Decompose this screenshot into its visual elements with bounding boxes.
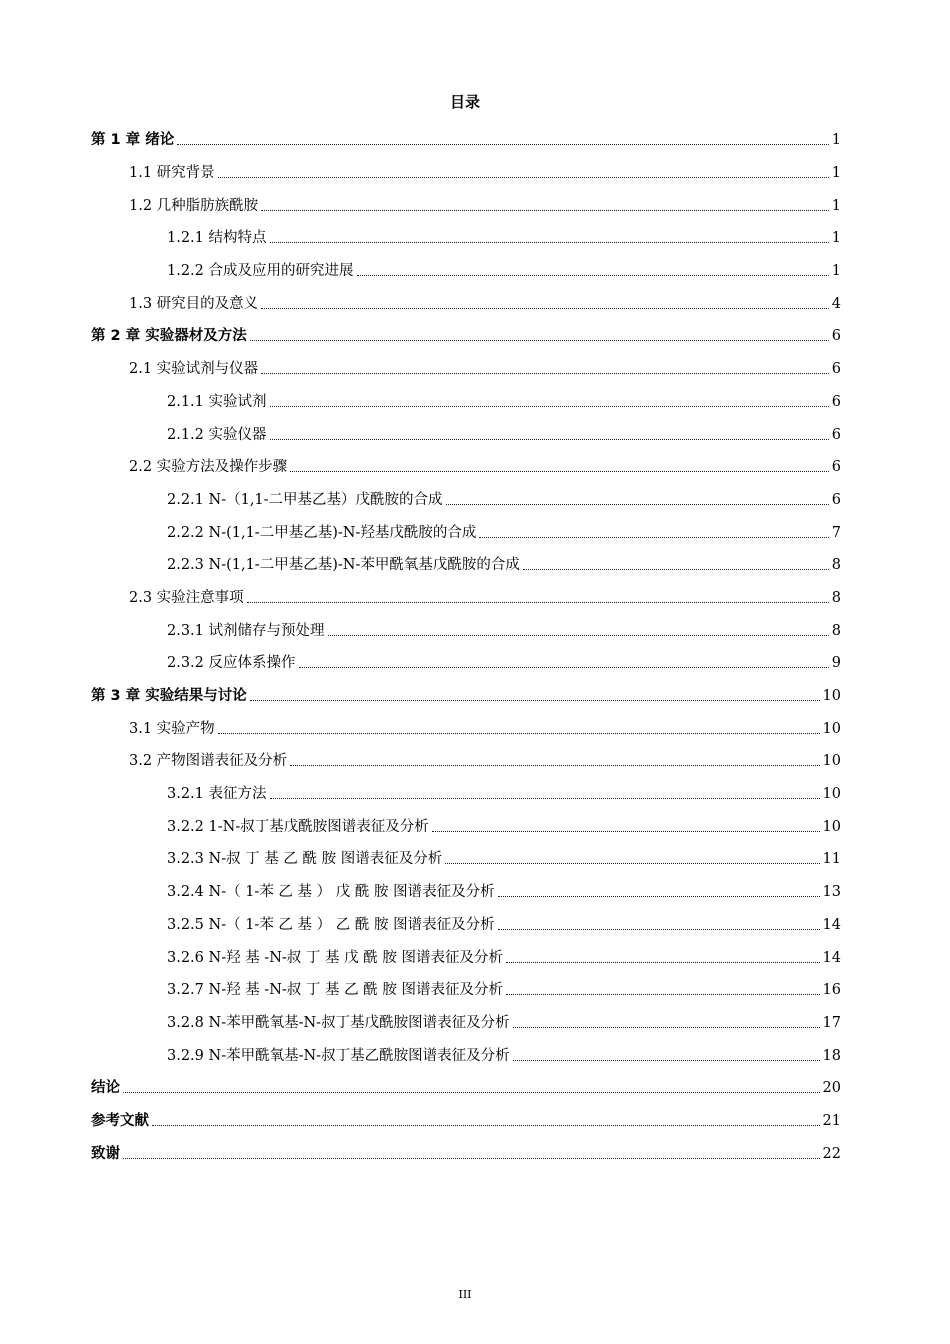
toc-entry-text: 结论 [91,1080,120,1097]
toc-entry-text: 1.1 研究背景 [129,165,215,182]
toc-dot-leader [445,862,819,864]
toc-dot-leader [261,372,829,374]
toc-dot-leader [261,307,829,309]
toc-entry-text: 1.2.1 结构特点 [167,230,267,247]
toc-entry-page-number: 16 [822,982,841,999]
toc-dot-leader [432,830,820,832]
toc-entry-level3[interactable] [91,386,841,419]
toc-entry-text: 2.2.3 N-(1,1-二甲基乙基)-N-苯甲酰氧基戊酰胺的合成 [167,557,520,574]
toc-entry-text: 2.1 实验试剂与仪器 [129,361,259,378]
toc-entry-level3[interactable] [91,778,841,811]
toc-entry-text: 3.2.3 N-叔 丁 基 乙 酰 胺 图谱表征及分析 [167,851,443,868]
toc-entry-text: 2.2 实验方法及操作步骤 [129,459,288,476]
toc-entry-level3[interactable] [91,418,841,451]
toc-dot-leader [299,666,829,668]
toc-dot-leader [218,732,820,734]
toc-entry-level3[interactable] [91,843,841,876]
toc-entry-page-number: 9 [831,655,841,672]
toc-dot-leader [498,895,820,897]
toc-entry-page-number: 14 [822,949,841,966]
toc-entry-text: 第 2 章 实验器材及方法 [91,328,247,345]
toc-dot-leader [290,470,829,472]
toc-entry-page-number: 10 [822,720,841,737]
toc-entry-text: 第 1 章 绪论 [91,132,175,149]
toc-entry-level2[interactable] [91,712,841,745]
toc-dot-leader [218,176,829,178]
toc-entry-page-number: 6 [831,393,841,410]
toc-dot-leader [250,699,820,701]
toc-entry-text: 第 3 章 实验结果与讨论 [91,688,247,705]
toc-entry-page-number: 21 [822,1112,841,1129]
toc-dot-leader [446,503,829,505]
toc-entry-level2[interactable] [91,353,841,386]
toc-entry-text: 3.2.4 N-（ 1-苯 乙 基 ） 戊 酰 胺 图谱表征及分析 [167,884,495,901]
toc-entry-text: 3.2.7 N-羟 基 -N-叔 丁 基 乙 酰 胺 图谱表征及分析 [167,982,503,999]
toc-dot-leader [290,764,819,766]
toc-entry-page-number: 8 [831,557,841,574]
toc-entry-text: 3.1 实验产物 [129,720,215,737]
toc-entry-level3[interactable] [91,909,841,942]
toc-title: 目录 [449,93,480,111]
footer-page-number: III [458,1288,472,1301]
toc-entry-text: 3.2.1 表征方法 [167,786,267,803]
toc-entry-page-number: 1 [831,165,841,182]
toc-entry-text: 3.2 产物图谱表征及分析 [129,753,288,770]
toc-entry-page-number: 10 [822,786,841,803]
toc-entry-level3[interactable] [91,1039,841,1072]
toc-entry-page-number: 6 [831,491,841,508]
toc-entry-level2[interactable] [91,189,841,222]
toc-entry-page-number: 6 [831,426,841,443]
toc-entry-level1[interactable] [91,1105,841,1138]
toc-dot-leader [270,241,829,243]
toc-entry-text: 2.2.2 N-(1,1-二甲基乙基)-N-羟基戊酰胺的合成 [167,524,477,541]
toc-dot-leader [270,797,820,799]
toc-dot-leader [250,339,829,341]
toc-dot-leader [270,438,829,440]
toc-entry-page-number: 6 [831,459,841,476]
toc-entry-text: 2.1.1 实验试剂 [167,393,267,410]
toc-entry-level1[interactable] [91,1072,841,1105]
toc-entry-text: 2.3.1 试剂储存与预处理 [167,622,325,639]
toc-dot-leader [177,143,829,145]
toc-entry-level2[interactable] [91,745,841,778]
toc-entry-level2[interactable] [91,582,841,615]
toc-entry-level3[interactable] [91,647,841,680]
toc-dot-leader [513,1059,820,1061]
toc-entry-text: 2.3.2 反应体系操作 [167,655,296,672]
toc-entry-level1[interactable] [91,320,841,353]
toc-dot-leader [123,1157,820,1159]
toc-dot-leader [357,274,829,276]
toc-entry-page-number: 6 [831,328,841,345]
toc-entry-level2[interactable] [91,157,841,190]
toc-entry-level1[interactable] [91,1137,841,1170]
toc-entry-text: 3.2.5 N-（ 1-苯 乙 基 ） 乙 酰 胺 图谱表征及分析 [167,916,495,933]
toc-entry-level3[interactable] [91,516,841,549]
toc-entry-page-number: 22 [822,1145,841,1162]
toc-entry-text: 1.2 几种脂肪族酰胺 [129,197,259,214]
toc-entry-level3[interactable] [91,222,841,255]
toc-entry-text: 参考文献 [91,1112,149,1129]
toc-entry-text: 3.2.6 N-羟 基 -N-叔 丁 基 戊 酰 胺 图谱表征及分析 [167,949,503,966]
toc-entry-text: 3.2.2 1-N-叔丁基戊酰胺图谱表征及分析 [167,818,429,835]
toc-entry-level3[interactable] [91,484,841,517]
toc-entry-level3[interactable] [91,974,841,1007]
toc-entry-text: 3.2.9 N-苯甲酰氧基-N-叔丁基乙酰胺图谱表征及分析 [167,1047,510,1064]
toc-dot-leader [261,209,829,211]
toc-dot-leader [328,634,829,636]
toc-dot-leader [498,928,820,930]
toc-entry-page-number: 1 [831,132,841,149]
toc-entry-page-number: 7 [831,524,841,541]
toc-entry-page-number: 17 [822,1014,841,1031]
toc-entry-page-number: 10 [822,753,841,770]
toc-entry-level3[interactable] [91,876,841,909]
toc-entry-level3[interactable] [91,549,841,582]
toc-dot-leader [152,1124,820,1126]
toc-entry-text: 3.2.8 N-苯甲酰氧基-N-叔丁基戊酰胺图谱表征及分析 [167,1014,510,1031]
toc-entry-text: 2.3 实验注意事项 [129,589,244,606]
toc-entry-page-number: 6 [831,361,841,378]
toc-entry-level2[interactable] [91,451,841,484]
toc-entry-level3[interactable] [91,255,841,288]
toc-dot-leader [479,536,828,538]
toc-entry-page-number: 18 [822,1047,841,1064]
toc-entry-text: 2.1.2 实验仪器 [167,426,267,443]
toc-dot-leader [523,568,829,570]
toc-entry-text: 1.3 研究目的及意义 [129,295,259,312]
toc-entry-level3[interactable] [91,941,841,974]
toc-entry-level1[interactable] [91,680,841,713]
toc-entry-text: 1.2.2 合成及应用的研究进展 [167,263,354,280]
toc-entry-page-number: 20 [822,1080,841,1097]
toc-entry-page-number: 8 [831,589,841,606]
toc-dot-leader [506,993,820,995]
toc-entry-level3[interactable] [91,810,841,843]
toc-entry-page-number: 14 [822,916,841,933]
toc-dot-leader [270,405,829,407]
toc-entry-page-number: 10 [822,688,841,705]
toc-entry-level3[interactable] [91,614,841,647]
toc-entry-text: 2.2.1 N-（1,1-二甲基乙基）戊酰胺的合成 [167,491,443,508]
toc-entry-page-number: 4 [831,295,841,312]
toc-dot-leader [247,601,829,603]
toc-entry-level1[interactable] [91,124,841,157]
toc-entry-text: 致谢 [91,1145,120,1162]
toc-entry-level2[interactable] [91,287,841,320]
toc-entry-page-number: 1 [831,197,841,214]
toc-entry-page-number: 8 [831,622,841,639]
toc-entry-page-number: 1 [831,263,841,280]
toc-entry-page-number: 13 [822,884,841,901]
toc-list [91,124,841,1170]
toc-dot-leader [513,1026,820,1028]
toc-dot-leader [506,961,820,963]
toc-dot-leader [123,1091,820,1093]
toc-entry-page-number: 1 [831,230,841,247]
toc-entry-page-number: 10 [822,818,841,835]
toc-entry-level3[interactable] [91,1007,841,1040]
toc-entry-page-number: 11 [822,851,841,868]
